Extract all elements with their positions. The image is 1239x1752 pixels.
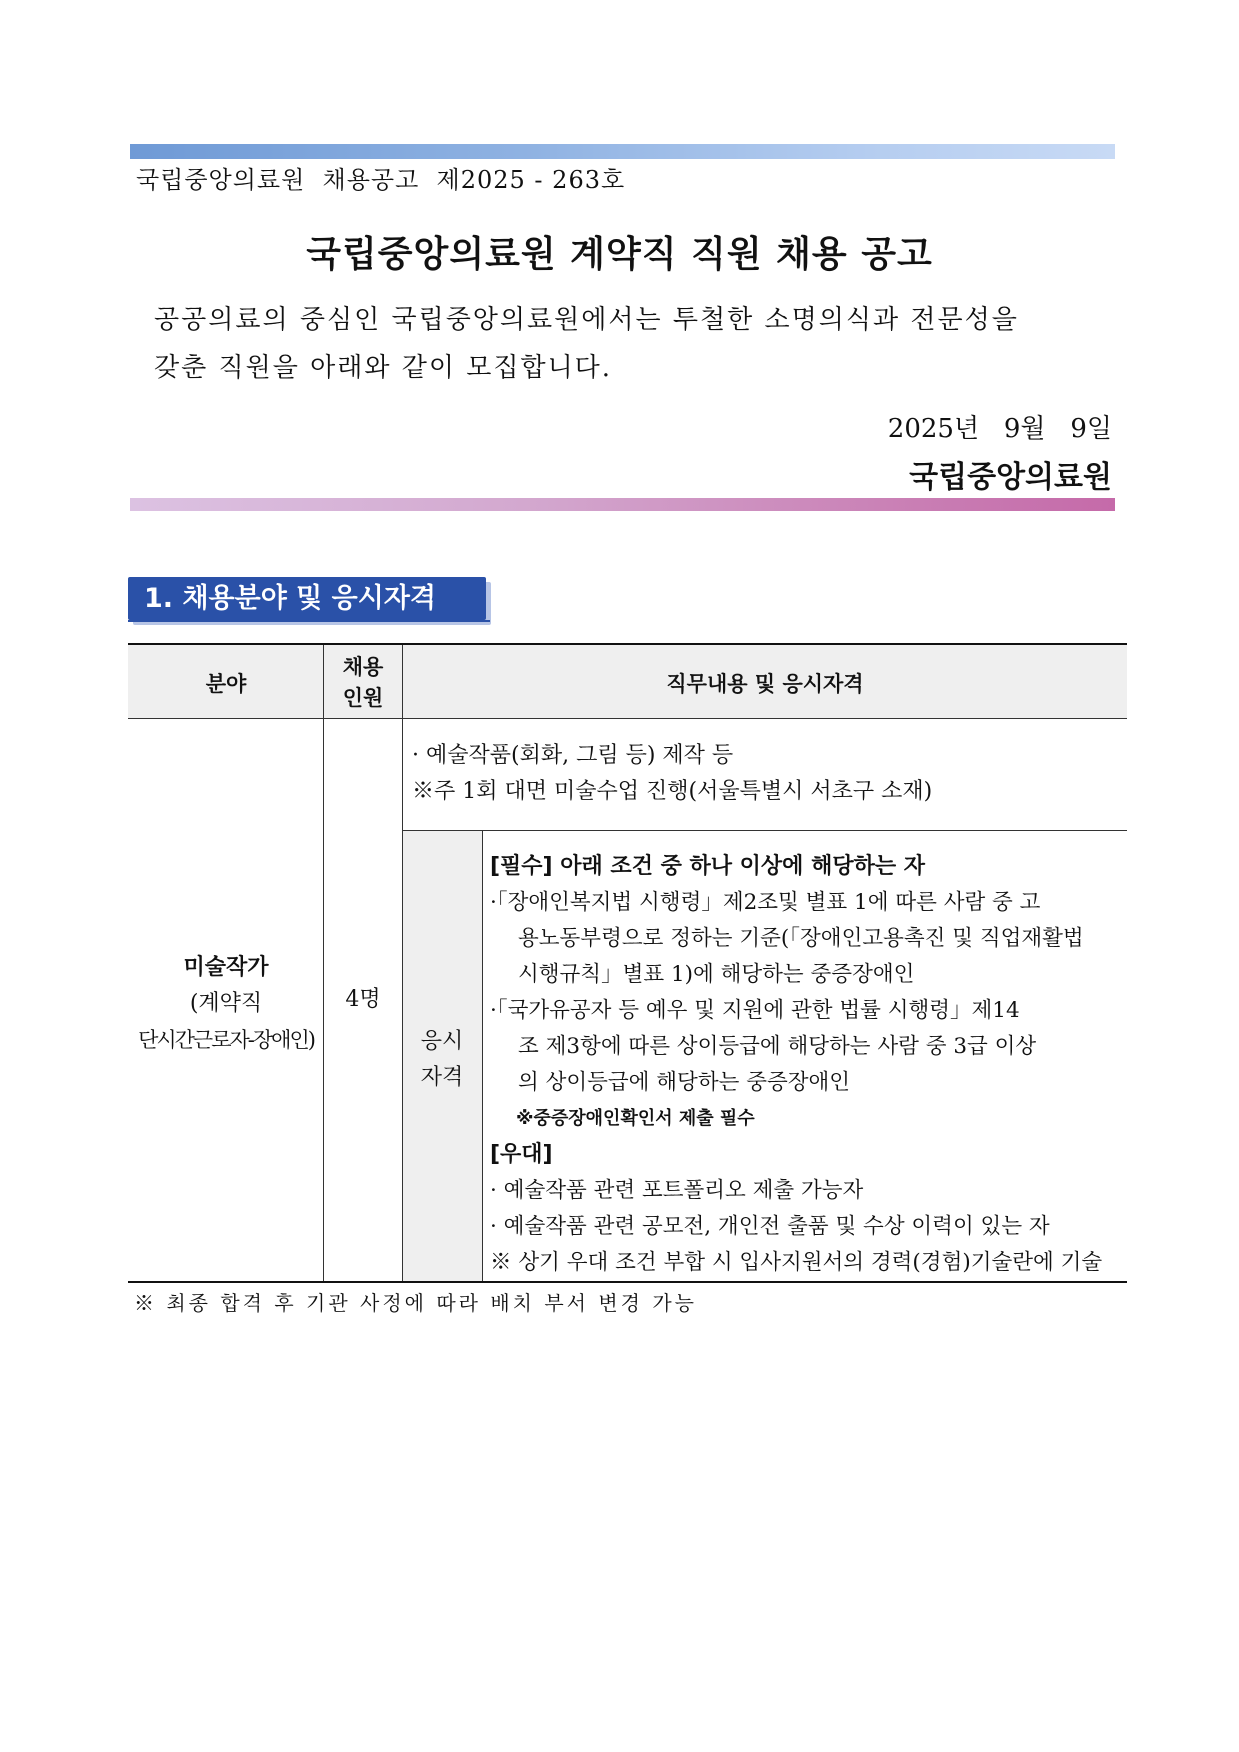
intro-paragraph — [154, 296, 1104, 392]
intro-line-1: 공공의료의 중심인 국립중앙의료원에서는 투철한 소명의식과 전문성을 — [154, 305, 1019, 335]
field-name-cell — [129, 950, 323, 1058]
required-item-2-line-3: 의 상이등급에 해당하는 중증장애인 — [518, 1070, 851, 1095]
preference-heading: [우대] — [490, 1142, 553, 1167]
qual-label — [402, 1024, 482, 1096]
required-item-2-line-2: 조 제3항에 따른 상이등급에 해당하는 사람 중 3급 이상 — [518, 1034, 1037, 1059]
header-top-bar — [130, 144, 1115, 159]
qual-label-line-2: 자격 — [420, 1065, 464, 1090]
preference-note: ※ 상기 우대 조건 부합 시 입사지원서의 경력(경험)기술란에 기술 — [490, 1250, 1103, 1275]
table-row-divider — [402, 830, 1127, 831]
preference-item-2: · 예술작품 관련 공모전, 개인전 출품 및 수상 이력이 있는 자 — [490, 1214, 1050, 1239]
qual-label-line-1: 응시 — [420, 1029, 464, 1054]
footnote: ※ 최종 합격 후 기관 사정에 따라 배치 부서 변경 가능 — [134, 1291, 697, 1315]
header-field: 분야 — [205, 672, 247, 696]
table-bottom-border — [128, 1281, 1127, 1283]
header-count-line-2: 인원 — [342, 686, 384, 710]
issuer-name: 국립중앙의료원 — [909, 460, 1112, 495]
section-heading: 1. 채용분야 및 응시자격 — [128, 577, 486, 620]
table-top-border — [128, 643, 1127, 645]
hire-count: 4명 — [345, 987, 381, 1012]
required-item-1-line-3: 시행규칙」별표 1)에 해당하는 중증장애인 — [518, 962, 915, 987]
preference-item-1: · 예술작품 관련 포트폴리오 제출 가능자 — [490, 1178, 864, 1203]
duty-line-1: · 예술작품(회화, 그림 등) 제작 등 — [412, 743, 734, 768]
notice-date: 2025년 9월 9일 — [887, 414, 1112, 444]
duty-line-2: ※주 1회 대면 미술수업 진행(서울특별시 서초구 소재) — [412, 779, 933, 804]
page-title: 국립중앙의료원 계약직 직원 채용 공고 — [306, 234, 933, 275]
header-duties: 직무내용 및 응시자격 — [666, 672, 864, 696]
duty-description — [412, 738, 1112, 810]
table-divider — [323, 645, 324, 1281]
header-bottom-bar — [130, 498, 1115, 511]
required-note: ※중증장애인확인서 제출 필수 — [516, 1108, 755, 1129]
section-underline — [128, 620, 490, 622]
table-divider — [402, 645, 403, 1281]
required-item-1-line-1: ·「장애인복지법 시행령」제2조및 별표 1에 따른 사람 중 고 — [490, 890, 1041, 915]
notice-number: 국립중앙의료원 채용공고 제2025 - 263호 — [136, 166, 626, 194]
field-name: 미술작가 — [183, 955, 269, 980]
intro-line-2: 갖춘 직원을 아래와 같이 모집합니다. — [154, 353, 613, 383]
header-count-line-1: 채용 — [342, 655, 384, 679]
table-header-border — [128, 718, 1127, 719]
field-type-line-2: 단시간근로자-장애인) — [138, 1028, 314, 1052]
required-heading: [필수] 아래 조건 중 하나 이상에 해당하는 자 — [490, 854, 926, 879]
field-type-line-1: (계약직 — [189, 991, 263, 1016]
required-item-1-line-2: 용노동부령으로 정하는 기준(「장애인고용촉진 및 직업재활법 — [518, 926, 1084, 951]
table-divider — [482, 830, 483, 1281]
qualification-list — [490, 849, 1120, 1281]
required-item-2-line-1: ·「국가유공자 등 예우 및 지원에 관한 법률 시행령」제14 — [490, 998, 1020, 1023]
header-count — [324, 652, 402, 714]
